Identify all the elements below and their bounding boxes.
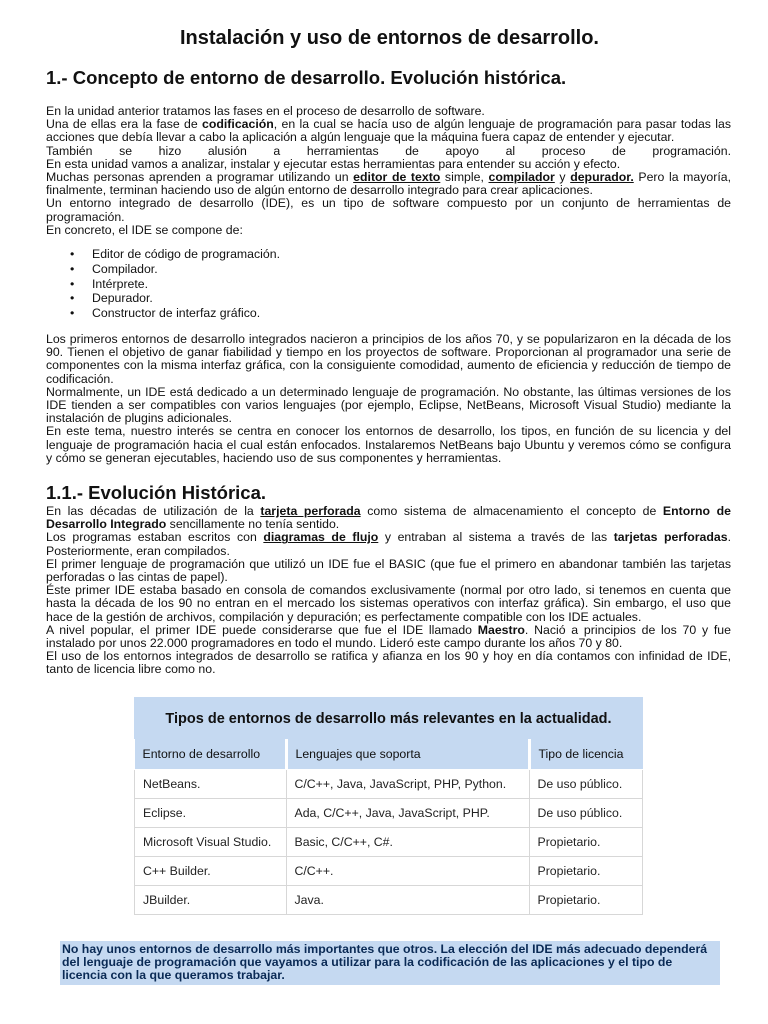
link-compilador[interactable]: compilador: [488, 170, 555, 185]
paragraph: El primer lenguaje de programación que utilizó un IDE fue el BASIC (que fue el primero en abandonar también las tarjetas perforadas o las cintas de papel).: [46, 556, 731, 585]
table-cell: Microsoft Visual Studio.: [135, 827, 287, 856]
paragraph: [46, 531, 731, 557]
paragraph: [46, 118, 731, 144]
text-run: . Nació a principios de los 70 y fue instalado por unos 22.000 programadores en todo el mundo. Lideró este campo durante los años 70 y 80.: [46, 622, 731, 651]
text-run: En las décadas de utilización de la: [46, 504, 261, 519]
table-cell: Propietario.: [529, 885, 643, 914]
table-cell: NetBeans.: [135, 769, 287, 798]
link-depurador[interactable]: depurador.: [570, 170, 634, 185]
paragraph: El uso de los entornos integrados de desarrollo se ratifica y afianza en los 90 y hoy en día contamos con infinidad de IDE, tanto de licencia libre como no.: [46, 649, 731, 677]
text-run: sencillamente no tenía sentido.: [166, 517, 340, 532]
list-item: • Depurador.: [70, 291, 731, 306]
term-maestro: Maestro: [477, 622, 525, 637]
paragraph: Los primeros entornos de desarrollo integrados nacieron a principios de los años 70, y se popularizaron en la década de los 90. Tienen el objetivo de ganar fiabilidad y tiempo en los proyectos de software. Proporcionan al programador una serie de componentes con la misma interfaz gráfica, con la consiguiente comodidad, aumento de eficiencia y reducción de tiempo de codificación.: [46, 332, 731, 386]
text-run: Pero la mayoría, finalmente, terminan haciendo uso de algún entorno de desarrollo integrado para crear aplicaciones.: [46, 170, 731, 198]
column-header: Entorno de desarrollo: [135, 739, 287, 770]
text-run: y entraban al sistema a través de las: [378, 530, 614, 545]
table-cell: JBuilder.: [135, 885, 287, 914]
text-run: simple,: [440, 170, 489, 185]
paragraph: Éste primer IDE estaba basado en consola de comandos exclusivamente (normal por otro lado, si tenemos en cuenta que hasta la década de los 90 no entran en el mercado los sistemas operativos con interfaz gráfica). Sin embargo, el uso que hace de la gestión de archivos, compilación y depuración; es perfectamente compatible con los IDE actuales.: [46, 583, 731, 624]
table-cell: De uso público.: [529, 798, 643, 827]
paragraph: En esta unidad vamos a analizar, instalar y ejecutar estas herramientas para entender su acción y efecto.: [46, 156, 621, 171]
paragraph: También se hizo alusión a herramientas de apoyo al proceso de programación.: [46, 143, 731, 158]
list-item: • Intérprete.: [70, 277, 731, 292]
term-ide: Entorno de Desarrollo Integrado: [46, 504, 731, 532]
text-run: A nivel popular, el primer IDE puede considerarse que fue el IDE llamado: [46, 622, 478, 637]
list-item: • Constructor de interfaz gráfico.: [70, 306, 731, 321]
column-header: Tipo de licencia: [529, 739, 643, 770]
table-row: [135, 827, 643, 856]
section-concept-body: [46, 105, 731, 465]
text-run: como sistema de almacenamiento el concepto de: [360, 504, 663, 519]
ide-table-container: [134, 697, 643, 915]
section-history-body: [46, 505, 731, 677]
table-cell: Propietario.: [529, 827, 643, 856]
paragraph: Normalmente, un IDE está dedicado a un determinado lenguaje de programación. No obstante, las últimas versiones de los IDE tienden a ser compatibles con varios lenguajes (por ejemplo, Eclipse, NetBeans, Microsoft Visual Studio) mediante la instalación de plugins adicionales.: [46, 384, 731, 426]
term-tarjetas-perforadas: tarjetas perforadas: [613, 530, 728, 545]
link-diagramas-de-flujo[interactable]: diagramas de flujo: [263, 530, 379, 545]
ide-components-list: [46, 247, 731, 321]
text-run: Una de ellas era la fase de: [46, 117, 203, 132]
ide-types-table: [134, 697, 643, 915]
column-header: Lenguajes que soporta: [286, 739, 529, 770]
text-run: Muchas personas aprenden a programar utilizando un: [46, 170, 354, 185]
list-item: • Editor de código de programación.: [70, 247, 731, 262]
section-heading-history: 1.1.- Evolución Histórica.: [46, 482, 267, 504]
table-cell: C++ Builder.: [135, 856, 287, 885]
paragraph: Un entorno integrado de desarrollo (IDE), es un tipo de software compuesto por un conjunto de herramientas de programación.: [46, 196, 731, 224]
table-cell: Basic, C/C++, C#.: [286, 827, 529, 856]
link-tarjeta-perforada[interactable]: tarjeta perforada: [260, 504, 361, 519]
table-cell: Ada, C/C++, Java, JavaScript, PHP.: [286, 798, 529, 827]
text-run: , en la cual se hacía uso de algún lenguaje de programación para pasar todas las acciones que debía llevar a cabo la aplicación a algún lenguaje que la máquina fuera capaz de entender y ejecutar.: [46, 117, 731, 145]
table-cell: De uso público.: [529, 769, 643, 798]
table-cell: C/C++.: [286, 856, 529, 885]
paragraph: [46, 171, 731, 197]
term-codificacion: codificación: [202, 117, 274, 132]
highlight-note: No hay unos entornos de desarrollo más importantes que otros. La elección del IDE más adecuado dependerá del lenguaje de programación que vayamos a utilizar para la codificación de las aplicaciones y el tipo de licencia con la que queramos trabajar.: [60, 941, 720, 986]
link-editor-de-texto[interactable]: editor de texto: [353, 170, 441, 185]
table-cell: C/C++, Java, JavaScript, PHP, Python.: [286, 769, 529, 798]
table-row: [135, 769, 643, 798]
text-run: y: [554, 170, 571, 185]
table-header-row: [135, 739, 643, 770]
paragraph: [46, 505, 731, 531]
table-cell: Eclipse.: [135, 798, 287, 827]
table-caption: Tipos de entornos de desarrollo más relevantes en la actualidad.: [134, 697, 643, 739]
table-cell: Propietario.: [529, 856, 643, 885]
paragraph: En la unidad anterior tratamos las fases en el proceso de desarrollo de software.: [46, 104, 485, 118]
section-heading-concept: 1.- Concepto de entorno de desarrollo. Evolución histórica.: [46, 67, 567, 88]
paragraph: En este tema, nuestro interés se centra en conocer los entornos de desarrollo, los tipos, en función de su licencia y del lenguaje de programación hacia el cual están enfocados. Instalaremos NetBeans bajo Ubuntu y veremos cómo se configura y cómo se generan ejecutables, haciendo uso de sus componentes y herramientas.: [46, 424, 731, 465]
table-row: [135, 885, 643, 914]
paragraph: En concreto, el IDE se compone de:: [46, 222, 243, 237]
document-title: Instalación y uso de entornos de desarrollo.: [180, 27, 599, 49]
table-cell: Java.: [286, 885, 529, 914]
list-item: • Compilador.: [70, 262, 731, 277]
text-run: Los programas estaban escritos con: [46, 530, 264, 545]
table-row: [135, 856, 643, 885]
text-run: . Posteriormente, eran compilados.: [46, 530, 731, 558]
table-row: [135, 798, 643, 827]
paragraph: [46, 624, 731, 650]
